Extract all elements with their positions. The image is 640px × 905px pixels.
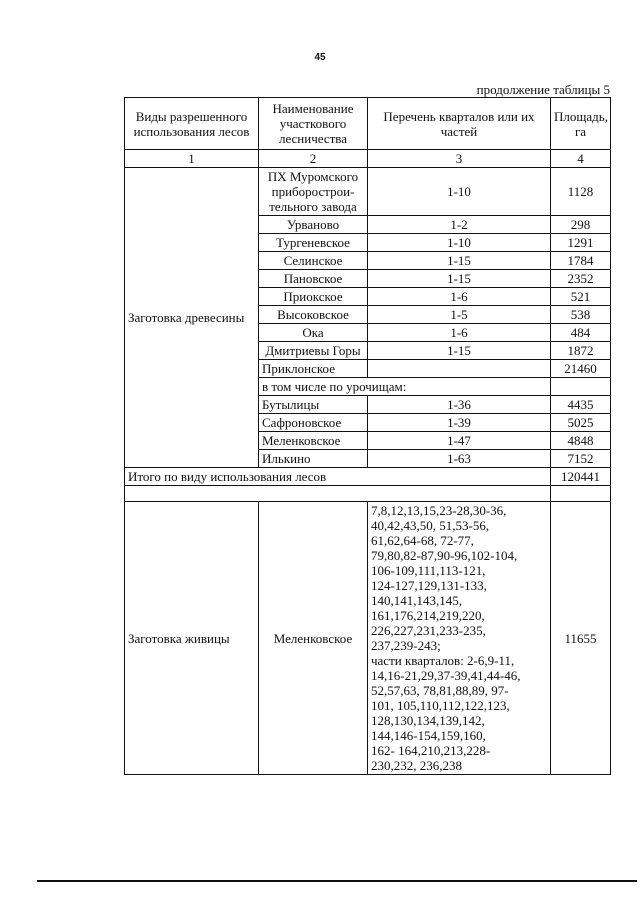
- column-number: 4: [551, 150, 611, 168]
- forestry-name: Меленковское: [259, 502, 368, 775]
- quarters-cell: 1-5: [368, 306, 551, 324]
- header-quarters: Перечень кварталов или их частей: [368, 98, 551, 150]
- forestry-name: Пановское: [259, 270, 368, 288]
- tract-name: Илькино: [259, 450, 368, 468]
- bottom-rule: [37, 880, 637, 882]
- quarters-list: 7,8,12,13,15,23-28,30-36, 40,42,43,50, 51,53-56, 61,62,64-68, 72-77, 79,80,82-87,90-96,102-104, 106-109,111,113-121, 124-127,129,131-133, 140,141,143,145, 161,176,214,219,220, 226,227,231,233-235, 237,239-243; части кварталов: 2-6,9-11, 14,16-21,29,37-39,41,44-46, 52,57,63, 78,81,88,89, 97- 101, 105,110,112,122,123, 128,130,134,139,142, 144,146-154,159,160, 162- 164,210,213,228- 230,232, 236,238: [368, 502, 551, 775]
- header-use-type: Виды разрешенного использования лесов: [125, 98, 259, 150]
- area-cell: 484: [551, 324, 611, 342]
- forestry-name: Приклонское: [259, 360, 368, 378]
- quarters-cell: 1-15: [368, 252, 551, 270]
- table-row: [125, 502, 611, 775]
- total-label: Итого по виду использования лесов: [125, 468, 551, 486]
- area-cell: 1291: [551, 234, 611, 252]
- quarters-cell: 1-10: [368, 168, 551, 216]
- area-cell: 4435: [551, 396, 611, 414]
- area-cell: 11655: [551, 502, 611, 775]
- forestry-name: Тургеневское: [259, 234, 368, 252]
- area-cell: 298: [551, 216, 611, 234]
- quarters-cell: [368, 360, 551, 378]
- tract-name: Сафроновское: [259, 414, 368, 432]
- area-cell: 4848: [551, 432, 611, 450]
- quarters-cell: 1-15: [368, 270, 551, 288]
- table-row: [125, 168, 611, 216]
- total-row: [125, 468, 611, 486]
- use-type-timber: Заготовка древесины: [125, 168, 259, 468]
- quarters-cell: 1-2: [368, 216, 551, 234]
- header-row: [125, 98, 611, 150]
- column-number-row: [125, 150, 611, 168]
- area-cell: 21460: [551, 360, 611, 378]
- spacer-row: [125, 486, 611, 502]
- column-number: 3: [368, 150, 551, 168]
- page-number: 45: [314, 52, 326, 63]
- forestry-name: Дмитриевы Горы: [259, 342, 368, 360]
- column-number: 1: [125, 150, 259, 168]
- header-area: Площадь, га: [551, 98, 611, 150]
- area-cell: 1872: [551, 342, 611, 360]
- quarters-cell: 1-15: [368, 342, 551, 360]
- area-cell: 538: [551, 306, 611, 324]
- header-forestry: Наименование участкового лесничества: [259, 98, 368, 150]
- forestry-name: Селинское: [259, 252, 368, 270]
- area-cell: 521: [551, 288, 611, 306]
- quarters-cell: 1-39: [368, 414, 551, 432]
- area-cell: 5025: [551, 414, 611, 432]
- area-cell: 7152: [551, 450, 611, 468]
- empty-cell: [551, 486, 611, 502]
- forestry-name: Высоковское: [259, 306, 368, 324]
- empty-cell: [551, 378, 611, 396]
- continuation-label: продолжение таблицы 5: [476, 82, 610, 97]
- use-type-resin: Заготовка живицы: [125, 502, 259, 775]
- empty-cell: [125, 486, 551, 502]
- area-cell: 1128: [551, 168, 611, 216]
- quarters-cell: 1-47: [368, 432, 551, 450]
- quarters-cell: 1-63: [368, 450, 551, 468]
- area-cell: 2352: [551, 270, 611, 288]
- forestry-name: Приокское: [259, 288, 368, 306]
- forestry-name: ПХ Муромского приборострои-тельного завода: [259, 168, 368, 216]
- quarters-cell: 1-6: [368, 324, 551, 342]
- tracts-subheader: в том числе по урочищам:: [259, 378, 551, 396]
- forestry-name: Ока: [259, 324, 368, 342]
- quarters-cell: 1-10: [368, 234, 551, 252]
- column-number: 2: [259, 150, 368, 168]
- tract-name: Меленковское: [259, 432, 368, 450]
- forestry-name: Урваново: [259, 216, 368, 234]
- quarters-cell: 1-6: [368, 288, 551, 306]
- total-value: 120441: [551, 468, 611, 486]
- quarters-cell: 1-36: [368, 396, 551, 414]
- area-cell: 1784: [551, 252, 611, 270]
- tract-name: Бутылицы: [259, 396, 368, 414]
- forest-use-table: [124, 97, 611, 775]
